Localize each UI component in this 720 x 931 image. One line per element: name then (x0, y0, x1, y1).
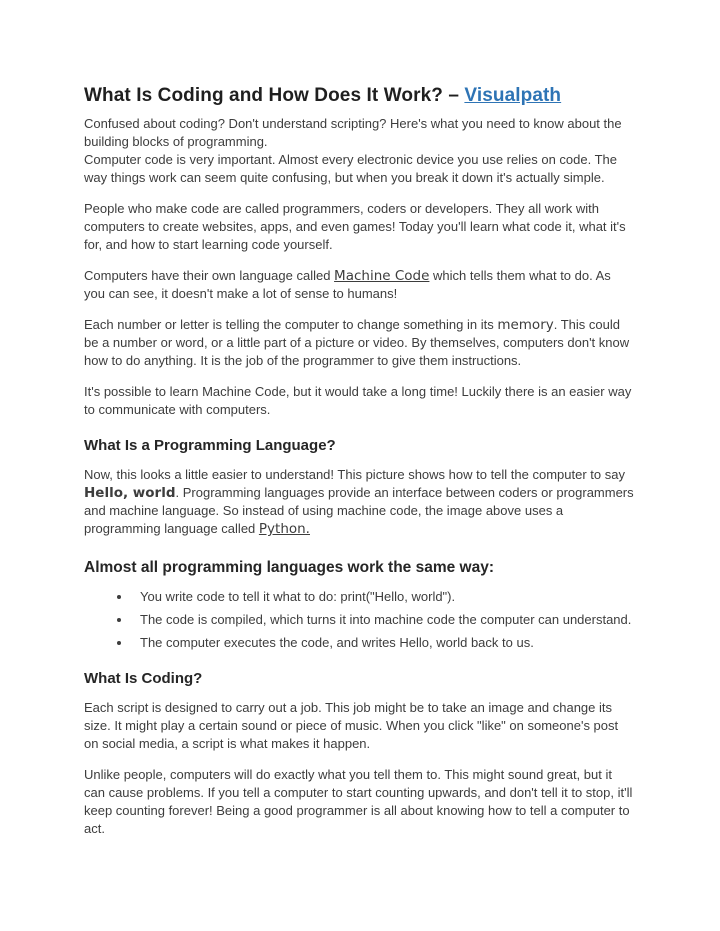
hello-world-text-mid: . Programming languages provide an interface between coders or programmers and machine language. So instead of using machine code, the image above uses a programming language called (84, 485, 634, 536)
page-title (84, 84, 634, 108)
paragraph-machine-code (84, 267, 634, 303)
paragraph-script-job: Each script is designed to carry out a job. This job might be to take an image and change its size. It might play a certain sound or piece of music. When you click "like" on someone's post on social media, a script is what makes it happen. (84, 700, 619, 751)
bullet-write-code: • You write code to tell it what to do: print("Hello, world"). (132, 588, 634, 606)
paragraph-hello-world (84, 466, 634, 538)
same-way-bullet-list (84, 588, 634, 652)
title-text: What Is Coding and How Does It Work? – (84, 85, 465, 106)
hello-world-term: Hello, world (84, 485, 176, 501)
memory-term: memory (497, 317, 554, 333)
paragraph-intro-1: Confused about coding? Don't understand scripting? Here's what you need to know about the building blocks of programming. (84, 116, 622, 149)
visualpath-link[interactable]: Visualpath (464, 85, 562, 106)
bullet-compiled: • The code is compiled, which turns it into machine code the computer can understand. (132, 611, 634, 629)
paragraph-computers-exact: Unlike people, computers will do exactly what you tell them to. This might sound great, but it can cause problems. If you tell a computer to start counting upwards, and don't tell it to stop, it'll keep counting forever! Being a good programmer is all about knowing how to tell a computer to act. (84, 767, 633, 836)
machine-code-text-before: Computers have their own language called (84, 268, 335, 283)
python-term: Python. (258, 521, 310, 537)
paragraph-memory (84, 316, 634, 370)
paragraph-learn-machine-code: It's possible to learn Machine Code, but it would take a long time! Luckily there is an easier way to communicate with computers. (84, 384, 632, 417)
paragraph-intro-2: Computer code is very important. Almost every electronic device you use relies on code. The way things work can seem quite confusing, but when you break it down it's actually simple. (84, 152, 618, 185)
machine-code-term: Machine Code (334, 268, 430, 284)
paragraph-programmers: People who make code are called programmers, coders or developers. They all work with computers to create websites, apps, and even games! Today you'll learn what code it, what it's for, and how to start learning code yourself. (84, 201, 626, 252)
heading-programming-language: What Is a Programming Language? (84, 437, 336, 454)
heading-what-is-coding: What Is Coding? (84, 670, 203, 687)
bullet-executes: • The computer executes the code, and writes Hello, world back to us. (132, 634, 634, 652)
heading-same-way: Almost all programming languages work the same way: (84, 559, 494, 576)
hello-world-text-before: Now, this looks a little easier to understand! This picture shows how to tell the computer to say (84, 467, 625, 482)
memory-text-before: Each number or letter is telling the computer to change something in its (84, 317, 498, 332)
memory-text-after: . This could be a number or word, or a little part of a picture or video. By themselves, computers don't know how to do anything. It is the job of the programmer to give them instructions. (84, 317, 630, 368)
machine-code-text-after: which tells them what to do. As you can see, it doesn't make a lot of sense to humans! (84, 268, 611, 301)
